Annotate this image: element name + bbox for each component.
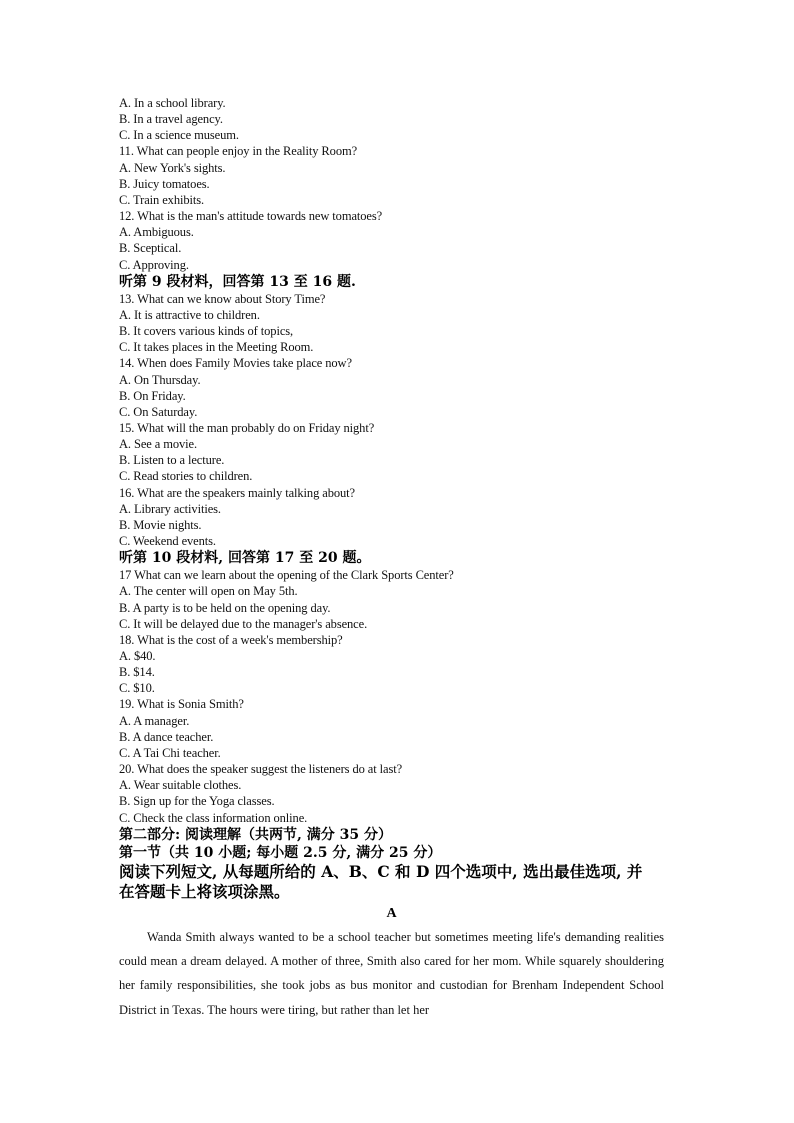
answer-option: A. $40. (119, 649, 156, 663)
instruction-line-2: 在答题卡上将该项涂黑。 (119, 881, 290, 901)
questions-17-20 (119, 567, 664, 826)
answer-option: A. It is attractive to children. (119, 307, 260, 322)
answer-option: A. New York's sights. (119, 160, 226, 175)
answer-option: B. Sceptical. (119, 241, 182, 256)
passage-title: A (386, 905, 397, 921)
question-text: 14. When does Family Movies take place now? (119, 356, 352, 371)
question-text: 12. What is the man's attitude towards new tomatoes? (119, 209, 383, 224)
question-text: 15. What will the man probably do on Friday night? (119, 420, 375, 435)
question-text: 16. What are the speakers mainly talking about? (119, 485, 355, 500)
answer-option: B. It covers various kinds of topics, (119, 324, 294, 339)
answer-option: A. Library activities. (119, 501, 221, 516)
answer-option: B. On Friday. (119, 388, 186, 403)
question-text: 19. What is Sonia Smith? (119, 697, 244, 712)
question-text: 20. What does the speaker suggest the listeners do at last? (119, 762, 403, 777)
answer-option: C. Weekend events. (119, 534, 216, 549)
answer-option: B. A dance teacher. (119, 729, 214, 744)
question-text: 11. What can people enjoy in the Reality Room? (119, 144, 358, 159)
questions-13-16 (119, 291, 664, 550)
answer-option: B. A party is to be held on the opening day. (119, 600, 331, 615)
document-content (119, 95, 664, 1022)
instruction-line-1: 阅读下列短文, 从每题所给的 A、B、C 和 D 四个选项中, 选出最佳选项, 并 (119, 861, 643, 881)
answer-option: B. Movie nights. (119, 517, 202, 532)
answer-option: C. Read stories to children. (119, 469, 253, 484)
answer-option: C. It takes places in the Meeting Room. (119, 340, 314, 355)
answer-option: B. Juicy tomatoes. (119, 176, 210, 191)
answer-option: C. Approving. (119, 257, 189, 272)
section-1-heading: 第一节（共 10 小题; 每小题 2.5 分, 满分 25 分） (119, 844, 442, 861)
answer-option: A. Ambiguous. (119, 225, 194, 240)
answer-option: C. A Tai Chi teacher. (119, 745, 221, 760)
question-text: 18. What is the cost of a week's membership? (119, 632, 343, 647)
questions-10-12 (119, 95, 664, 273)
answer-option: A. Wear suitable clothes. (119, 778, 242, 793)
answer-option: C. $10. (119, 681, 155, 696)
answer-option: A. See a movie. (119, 437, 197, 452)
question-text: 17 What can we learn about the opening of the Clark Sports Center? (119, 568, 454, 583)
section-10-heading: 听第 10 段材料, 回答第 17 至 20 题。 (119, 550, 371, 567)
answer-option: B. $14. (119, 665, 155, 680)
answer-option: A. The center will open on May 5th. (119, 584, 298, 599)
answer-option: A. In a school library. (119, 96, 226, 110)
answer-option: A. A manager. (119, 713, 190, 728)
answer-option: B. In a travel agency. (119, 112, 223, 127)
answer-option: C. Check the class information online. (119, 810, 308, 825)
part-2-heading: 第二部分: 阅读理解（共两节, 满分 35 分） (119, 826, 393, 843)
answer-option: C. Train exhibits. (119, 192, 205, 207)
answer-option: C. It will be delayed due to the manager's absence. (119, 616, 368, 631)
passage-paragraph: Wanda Smith always wanted to be a school teacher but sometimes meeting life's demanding realities could mean a dream delayed. A mother of three, Smith also cared for her mom. While squarely shouldering her family responsibilities, she took jobs as bus monitor and custodian for Brenham Independent School District in Texas. The hours were tiring, but rather than let her (119, 929, 664, 1017)
answer-option: B. Listen to a lecture. (119, 453, 225, 468)
section-9-heading: 听第 9 段材料，回答第 13 至 16 题. (119, 273, 356, 290)
answer-option: C. On Saturday. (119, 404, 198, 419)
answer-option: B. Sign up for the Yoga classes. (119, 794, 275, 809)
answer-option: C. In a science museum. (119, 128, 239, 143)
answer-option: A. On Thursday. (119, 372, 201, 387)
question-text: 13. What can we know about Story Time? (119, 291, 326, 306)
